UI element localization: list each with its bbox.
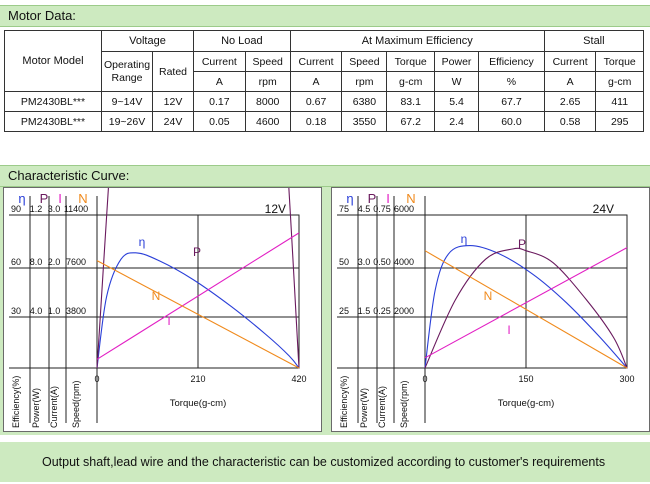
tick-label-efficiency: 25 (338, 306, 350, 316)
x-axis-title: Torque(g-cm) (497, 398, 555, 409)
col-voltage: Voltage (102, 31, 194, 52)
col-me-current: Current (290, 52, 342, 72)
cell-model: PM2430BL*** (5, 92, 102, 112)
curves-area (0, 187, 650, 435)
col-me-torque: Torque (387, 52, 435, 72)
tick-label-power: 4.0 (29, 306, 43, 316)
x-tick-label: 210 (190, 374, 206, 384)
cell-st-torque: 295 (596, 112, 644, 132)
y-axis-title-power: Power(W) (31, 388, 41, 428)
y-axis-title-efficiency: Efficiency(%) (11, 375, 21, 428)
cell-nl-speed: 4600 (245, 112, 290, 132)
col-st-torque: Torque (596, 52, 644, 72)
cell-me-torque: 67.2 (387, 112, 435, 132)
curve-header (0, 165, 650, 187)
tick-label-speed: 11400 (63, 204, 89, 214)
curve-label-eta: η (460, 232, 468, 246)
cell-rated: 12V (153, 92, 194, 112)
tick-label-efficiency: 90 (10, 204, 22, 214)
legend-i: I (58, 191, 62, 206)
chart-12v (4, 188, 321, 431)
motor-data-header (0, 5, 650, 27)
chart-panel-24v (331, 187, 650, 432)
cell-me-torque: 83.1 (387, 92, 435, 112)
tick-label-speed: 3800 (65, 306, 87, 316)
table-row (5, 92, 644, 112)
cell-st-current: 0.58 (544, 112, 596, 132)
legend-eta: η (346, 191, 354, 206)
tick-label-current: 0.50 (373, 257, 391, 267)
motor-data-table (4, 30, 644, 132)
unit-st-current: A (544, 72, 596, 92)
tick-label-speed: 4000 (393, 257, 415, 267)
tick-label-power: 1.5 (357, 306, 371, 316)
x-axis-title: Torque(g-cm) (169, 398, 227, 409)
curve-title: Characteristic Curve: (8, 168, 130, 183)
curve-label-eta: η (138, 235, 146, 249)
chart-24v (332, 188, 649, 431)
footer-text: Output shaft,lead wire and the characteristic can be customized according to customer's requirements (42, 455, 606, 469)
legend-n: N (406, 191, 416, 206)
col-max-efficiency: At Maximum Efficiency (290, 31, 544, 52)
col-me-speed: Speed (342, 52, 387, 72)
tick-label-current: 0.75 (373, 204, 391, 214)
y-axis-title-speed: Speed(rpm) (399, 380, 409, 428)
chart-title: 12V (264, 202, 286, 216)
tick-label-speed: 6000 (393, 204, 415, 214)
unit-me-torque: g-cm (387, 72, 435, 92)
curve-label-n: N (151, 289, 161, 303)
tick-label-power: 3.0 (357, 257, 371, 267)
legend-eta: η (18, 191, 26, 206)
y-axis-title-efficiency: Efficiency(%) (339, 375, 349, 428)
tick-label-current: 2.0 (47, 257, 61, 267)
curve-label-p: P (517, 237, 527, 251)
chart-panel-12v (3, 187, 322, 432)
cell-me-power: 2.4 (434, 112, 478, 132)
col-me-power: Power (434, 52, 478, 72)
cell-me-efficiency: 67.7 (479, 92, 545, 112)
unit-me-efficiency: % (479, 72, 545, 92)
cell-st-torque: 411 (596, 92, 644, 112)
tick-label-speed: 7600 (65, 257, 87, 267)
tick-label-power: 4.5 (357, 204, 371, 214)
cell-model: PM2430BL*** (5, 112, 102, 132)
cell-me-power: 5.4 (434, 92, 478, 112)
footer-note (0, 442, 650, 482)
x-tick-label: 150 (518, 374, 534, 384)
legend-p: P (39, 191, 49, 206)
col-st-current: Current (544, 52, 596, 72)
tick-label-efficiency: 30 (10, 306, 22, 316)
unit-me-power: W (434, 72, 478, 92)
unit-me-current: A (290, 72, 342, 92)
col-rated: Rated (153, 52, 194, 92)
tick-label-current: 3.0 (47, 204, 61, 214)
table-row (5, 112, 644, 132)
tick-label-efficiency: 75 (338, 204, 350, 214)
cell-nl-speed: 8000 (245, 92, 290, 112)
curve-label-n: N (483, 289, 493, 303)
legend-i: I (386, 191, 390, 206)
x-tick-label: 420 (291, 374, 307, 384)
cell-nl-current: 0.17 (194, 92, 246, 112)
tick-label-power: 1.2 (29, 204, 43, 214)
col-stall: Stall (544, 31, 643, 52)
col-motor-model: Motor Model (5, 31, 102, 92)
tick-label-power: 8.0 (29, 257, 43, 267)
unit-st-torque: g-cm (596, 72, 644, 92)
tick-label-speed: 2000 (393, 306, 415, 316)
cell-st-current: 2.65 (544, 92, 596, 112)
unit-nl-speed: rpm (245, 72, 290, 92)
cell-range: 9~14V (102, 92, 153, 112)
legend-n: N (78, 191, 88, 206)
cell-me-current: 0.18 (290, 112, 342, 132)
y-axis-title-current: Current(A) (377, 385, 387, 428)
tick-label-current: 0.25 (373, 306, 391, 316)
unit-me-speed: rpm (342, 72, 387, 92)
y-axis-title-speed: Speed(rpm) (71, 380, 81, 428)
curve-label-i: I (167, 314, 171, 328)
col-nl-speed: Speed (245, 52, 290, 72)
y-axis-title-power: Power(W) (359, 388, 369, 428)
tick-label-current: 1.0 (47, 306, 61, 316)
cell-me-current: 0.67 (290, 92, 342, 112)
curve-label-i: I (507, 323, 511, 337)
curve-label-p: P (192, 245, 202, 259)
col-nl-current: Current (194, 52, 246, 72)
cell-rated: 24V (153, 112, 194, 132)
x-tick-label: 0 (422, 374, 428, 384)
chart-title: 24V (592, 202, 614, 216)
tick-label-efficiency: 60 (10, 257, 22, 267)
y-axis-title-current: Current(A) (49, 385, 59, 428)
cell-me-speed: 6380 (342, 92, 387, 112)
cell-me-efficiency: 60.0 (479, 112, 545, 132)
cell-me-speed: 3550 (342, 112, 387, 132)
col-me-efficiency: Efficiency (479, 52, 545, 72)
col-operating-range: Operating Range (102, 52, 153, 92)
unit-nl-current: A (194, 72, 246, 92)
cell-range: 19~26V (102, 112, 153, 132)
x-tick-label: 300 (619, 374, 635, 384)
x-tick-label: 0 (94, 374, 100, 384)
legend-p: P (367, 191, 377, 206)
tick-label-efficiency: 50 (338, 257, 350, 267)
col-no-load: No Load (194, 31, 291, 52)
cell-nl-current: 0.05 (194, 112, 246, 132)
motor-data-title: Motor Data: (8, 8, 76, 23)
